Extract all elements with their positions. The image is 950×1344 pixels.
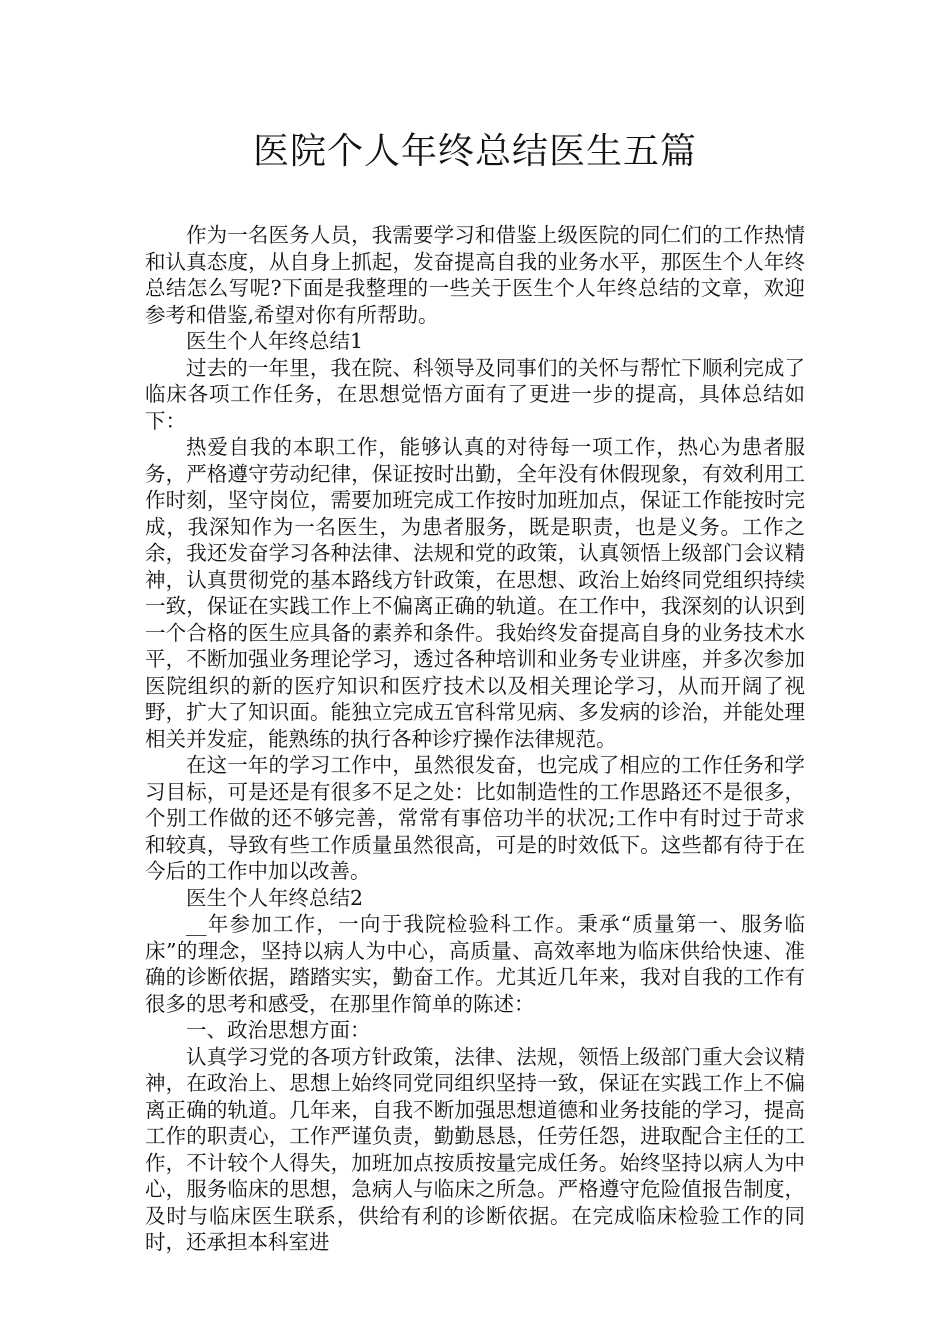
section-heading-1: 医生个人年终总结1 [186, 329, 364, 353]
section-heading-2: 医生个人年终总结2 [186, 885, 364, 910]
subsection-heading: 一、政治思想方面： [186, 1018, 371, 1042]
paragraph: 过去的一年里，我在院、科领导及同事们的关怀与帮忙下顺利完成了临床各项工作任务，在思想觉悟方面有了更进一步的提高，具体总结如下： [145, 355, 805, 433]
document-body [145, 222, 805, 1256]
paragraph: 热爱自我的本职工作，能够认真的对待每一项工作，热心为患者服务，严格遵守劳动纪律，保证按时出勤，全年没有休假现象，有效利用工作时刻，坚守岗位，需要加班完成工作按时加班加点，保证工作能按时完成，我深知作为一名医生，为患者服务，既是职责，也是义务。工作之余，我还发奋学习各种法律、法规和党的政策，认真领悟上级部门会议精神，认真贯彻党的基本路线方针政策，在思想、政治上始终同党组织持续一致，保证在实践工作上不偏离正确的轨道。在工作中，我深刻的认识到一个合格的医生应具备的素养和条件。我始终发奋提高自身的业务技术水平，不断加强业务理论学习，透过各种培训和业务专业讲座，并多次参加医院组织的新的医疗知识和医疗技术以及相关理论学习，从而开阔了视野，扩大了知识面。能独立完成五官科常见病、多发病的诊治，并能处理相关并发症，能熟练的执行各种诊疗操作法律规范。 [145, 435, 805, 751]
paragraph: __年参加工作，一向于我院检验科工作。秉承“质量第一、服务临床”的理念，坚持以病人为中心，高质量、高效率地为临床供给快速、准确的诊断依据，踏踏实实，勤奋工作。尤其近几年来，我对自我的工作有很多的思考和感受，在那里作简单的陈述： [145, 912, 805, 1016]
paragraph: 认真学习党的各项方针政策，法律、法规，领悟上级部门重大会议精神，在政治上、思想上始终同党同组织坚持一致，保证在实践工作上不偏离正确的轨道。几年来，自我不断加强思想道德和业务技能的学习，提高工作的职责心，工作严谨负责，勤勤恳恳，任劳任怨，进取配合主任的工作，不计较个人得失，加班加点按质按量完成任务。始终坚持以病人为中心，服务临床的思想，急病人与临床之所急。严格遵守危险值报告制度，及时与临床医生联系，供给有利的诊断依据。在完成临床检验工作的同时，还承担本科室进 [145, 1044, 805, 1254]
document-title: 医院个人年终总结医生五篇 [252, 131, 697, 172]
paragraph: 在这一年的学习工作中，虽然很发奋，也完成了相应的工作任务和学习目标，可是还是有很多不足之处：比如制造性的工作思路还不是很多，个别工作做的还不够完善，常常有事倍功半的状况;工作中有时过于苛求和较真，导致有些工作质量虽然很高，可是的时效低下。这些都有待于在今后的工作中加以改善。 [145, 753, 805, 883]
paragraph-intro: 作为一名医务人员，我需要学习和借鉴上级医院的同仁们的工作热情和认真态度，从自身上抓起，发奋提高自我的业务水平，那医生个人年终总结怎么写呢?下面是我整理的一些关于医生个人年终总结的文章，欢迎参考和借鉴,希望对你有所帮助。 [145, 223, 805, 327]
